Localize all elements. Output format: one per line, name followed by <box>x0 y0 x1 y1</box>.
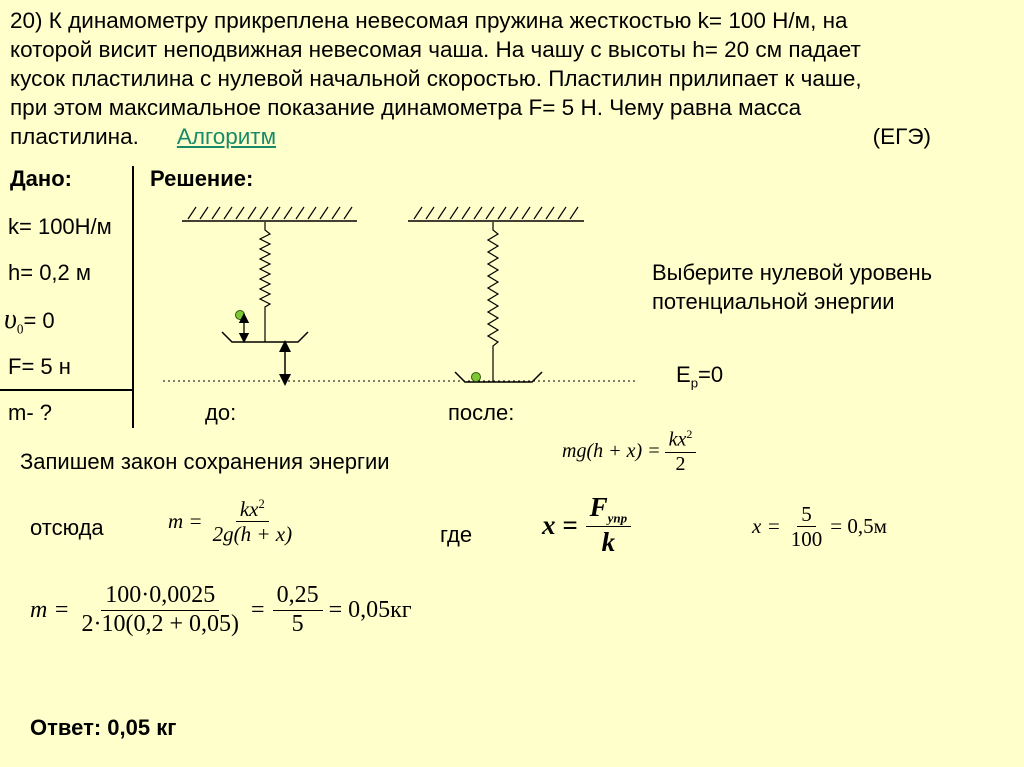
ep-subscript: p <box>690 375 699 391</box>
ege-tag: (ЕГЭ) <box>872 124 931 149</box>
calc-num-2: 0,25 <box>273 582 323 611</box>
choose-line-2: потенциальной энергии <box>652 289 895 314</box>
given-title: Дано: <box>10 166 72 191</box>
solution-title: Решение: <box>150 166 254 191</box>
given-F: F= 5 н <box>8 354 71 379</box>
ep-value: =0 <box>698 362 724 387</box>
given-m: m- ? <box>8 400 52 425</box>
energy-num: kx <box>668 428 687 451</box>
x-lhs: x = <box>542 509 578 540</box>
spring-before <box>260 222 270 322</box>
calc-lhs: m = <box>30 596 70 623</box>
ceiling-after <box>408 207 584 221</box>
given-h: h= 0,2 м <box>8 260 92 285</box>
v0-symbol: υ <box>4 304 17 335</box>
mass-den: 2g(h + x) <box>212 522 293 547</box>
v0-subscript: 0 <box>16 321 24 337</box>
problem-last-line: пластилина. <box>10 124 139 149</box>
hence-text: отсюда <box>30 515 104 540</box>
choose-line-1: Выберите нулевой уровень <box>652 260 933 285</box>
ceiling-before <box>182 207 357 221</box>
energy-formula: mg(h + x) = $\frac{kx^2}{2}$ <box>562 428 696 476</box>
mass-num: kx <box>239 497 259 521</box>
xval-rhs: = 0,5м <box>830 514 887 539</box>
problem-line-2: которой висит неподвижная невесомая чаша. На чашу с высоты h= 20 см падает <box>10 37 861 62</box>
problem-line-4: при этом максимальное показание динамометра F= 5 Н. Чему равна масса <box>10 95 802 120</box>
calc-num-1: 100·0,0025 <box>101 582 219 611</box>
ep-label: E <box>676 362 691 387</box>
label-before: до: <box>205 400 237 425</box>
algorithm-link[interactable]: Алгоритм <box>176 124 277 149</box>
calc-eq: = <box>251 596 265 623</box>
plasticine-before <box>236 311 245 320</box>
x-num-sub: упр <box>607 510 628 526</box>
energy-den: 2 <box>675 452 686 475</box>
mass-calculation <box>30 582 412 638</box>
given-k: k= 100Н/м <box>8 214 112 239</box>
xval-lhs: x = <box>752 514 781 539</box>
xval-num: 5 <box>797 502 816 527</box>
x-den: k <box>601 527 616 558</box>
calc-den-2: 5 <box>291 610 304 637</box>
problem-line-3: кусок пластилина с нулевой начальной скоростью. Пластилин прилипает к чаше, <box>10 66 862 91</box>
x-value-formula <box>752 502 887 551</box>
where-text: где <box>440 522 473 547</box>
calc-rhs: = 0,05кг <box>328 596 412 623</box>
mass-formula: m = $\frac{kx^2}{2g(h + x)}$ <box>168 497 296 546</box>
plasticine-after <box>472 373 481 382</box>
x-formula <box>542 492 631 558</box>
label-after: после: <box>448 400 515 425</box>
x-num: F <box>589 492 608 522</box>
answer: Ответ: 0,05 кг <box>30 715 177 740</box>
xval-den: 100 <box>790 527 823 552</box>
energy-lhs: mg(h + x) = <box>562 440 661 463</box>
ep-zero <box>676 362 723 390</box>
calc-den-1: 2·10(0,2 + 0,05) <box>81 610 240 637</box>
v0-value: = 0 <box>23 308 55 333</box>
spring-after <box>488 222 498 372</box>
choose-zero-level <box>652 258 932 316</box>
law-text: Запишем закон сохранения энергии <box>20 449 390 474</box>
mass-lhs: m = <box>168 509 203 534</box>
problem-line-1: 20) К динамометру прикреплена невесомая пружина жесткостью k= 100 Н/м, на <box>10 8 848 33</box>
